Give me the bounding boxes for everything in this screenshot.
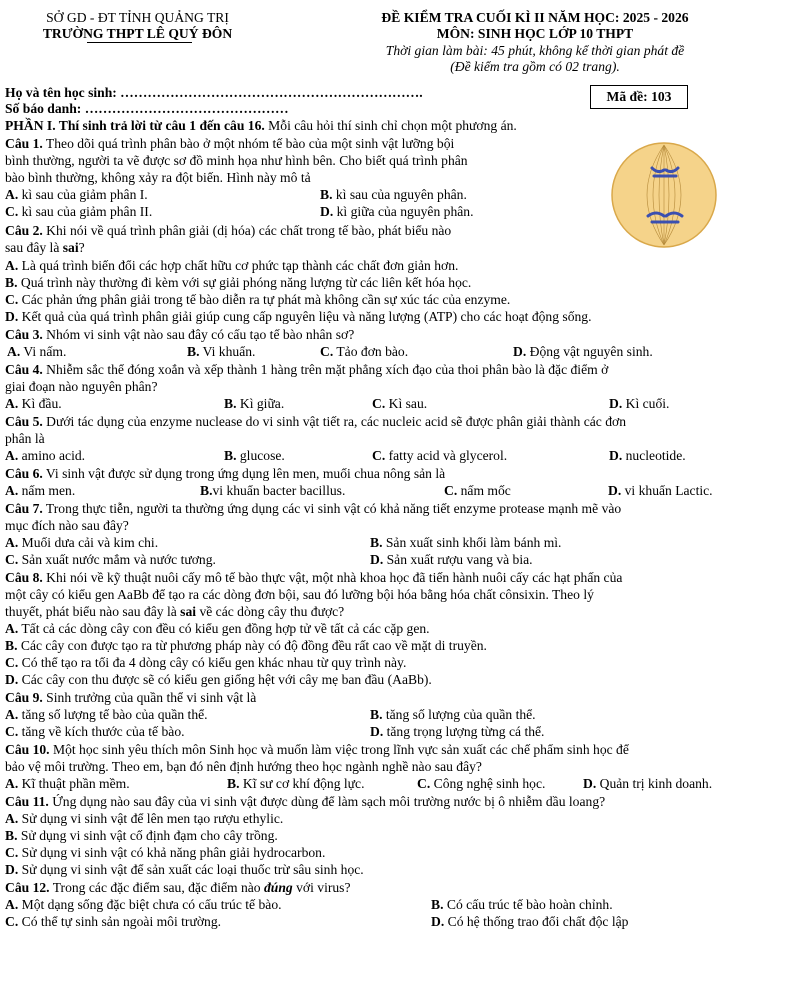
text-span: Các cây con được tạo ra từ phương pháp này có độ đồng đều rất cao về mặt di truyền.	[20, 638, 487, 653]
text-span: Các cây con thu được sẽ có kiểu gen giống hệt với cây mẹ ban đầu (AaBb).	[21, 672, 432, 687]
q5-option-d[interactable]	[609, 448, 686, 464]
q2-option-d[interactable]	[5, 309, 592, 325]
q7-option-d[interactable]	[370, 552, 533, 568]
option-letter: B.	[5, 828, 18, 843]
q9-option-b[interactable]	[370, 707, 536, 723]
q1-option-c[interactable]	[5, 204, 152, 220]
text-span: Câu 10.	[5, 742, 50, 757]
q6-line1	[5, 466, 445, 482]
q7-option-a[interactable]	[5, 535, 158, 551]
text-span: Khi nói về quá trình phân giải (dị hóa) các chất trong tế bào, phát biểu nào	[42, 223, 452, 238]
q3-option-b[interactable]	[187, 344, 255, 360]
text-span: sai	[62, 240, 79, 255]
text-span: Có cấu trúc tế bào hoàn chỉnh.	[446, 897, 613, 912]
option-letter: D.	[431, 914, 445, 929]
text-span: tăng số lượng tế bào của quần thể.	[21, 707, 208, 722]
text-span: tăng trọng lượng từng cá thể.	[386, 724, 545, 739]
q9-option-d[interactable]	[370, 724, 544, 740]
q4-option-c[interactable]	[372, 396, 427, 412]
q11-option-a[interactable]	[5, 811, 283, 827]
text-span: Sử dụng vi sinh vật cố định đạm cho cây trồng.	[20, 828, 278, 843]
option-letter: A.	[5, 483, 19, 498]
q6-option-b[interactable]	[200, 483, 345, 499]
q3-option-a[interactable]	[7, 344, 66, 360]
cell-division-figure	[610, 140, 718, 250]
option-letter: C.	[320, 344, 334, 359]
text-span: Vi nấm.	[23, 344, 67, 359]
q4-line1	[5, 362, 608, 378]
q1-num: Câu 1.	[5, 136, 43, 151]
text-span: Muối dưa cải và kim chi.	[21, 535, 159, 550]
option-letter: A.	[5, 811, 19, 826]
text-span: Câu 7.	[5, 501, 43, 516]
q12-option-c[interactable]	[5, 914, 221, 930]
option-letter: D.	[5, 672, 19, 687]
q11-option-c[interactable]	[5, 845, 325, 861]
option-letter: A.	[5, 448, 19, 463]
text-span: glucose.	[239, 448, 285, 463]
q11-line1	[5, 794, 605, 810]
q12-line1	[5, 880, 351, 896]
q3-line1	[5, 327, 354, 343]
text-span: Kết quả của quá trình phân giải giúp cung cấp nguyên liệu và năng lượng (ATP) cho các hoạt động sống.	[21, 309, 592, 324]
exam-title: ĐỀ KIỂM TRA CUỐI KÌ II NĂM HỌC: 2025 - 2026	[381, 10, 689, 25]
option-letter: B.	[224, 396, 237, 411]
option-letter: D.	[513, 344, 527, 359]
option-letter: B.	[320, 187, 333, 202]
option-letter: B.	[224, 448, 237, 463]
option-letter: D.	[609, 448, 623, 463]
q12-option-a[interactable]	[5, 897, 282, 913]
exam-code: Mã đề: 103	[590, 85, 688, 109]
q10-option-a[interactable]	[5, 776, 130, 792]
text-span: Câu 12.	[5, 880, 50, 895]
text-span: Câu 2.	[5, 223, 43, 238]
option-letter: B.	[187, 344, 200, 359]
q5-line1	[5, 414, 626, 430]
text-span: với virus?	[292, 880, 351, 895]
q6-option-a[interactable]	[5, 483, 75, 499]
text-span: amino acid.	[21, 448, 86, 463]
text-span: thuyết, phát biểu nào sau đây là	[5, 604, 181, 619]
text-span: Tảo đơn bào.	[336, 344, 409, 359]
q3-option-d[interactable]	[513, 344, 653, 360]
q10-option-d[interactable]	[583, 776, 712, 792]
text-span: Kì sau.	[388, 396, 428, 411]
text-span: Câu 5.	[5, 414, 43, 429]
option-letter: A.	[5, 897, 19, 912]
option-letter: A.	[5, 535, 19, 550]
text-span: Là quá trình biến đổi các hợp chất hữu cơ phức tạp thành các chất đơn giản hơn.	[21, 258, 459, 273]
text-span: Trong thực tiễn, người ta thường ứng dụng các vi sinh vật có khả năng tiết enzyme protease mạnh mẽ vào	[42, 501, 622, 516]
text-span: Kì giữa.	[239, 396, 285, 411]
text-span: sau đây là	[5, 240, 63, 255]
text-span: Sinh trưởng của quần thể vi sinh vật là	[42, 690, 257, 705]
text-span: tăng về kích thước của tế bào.	[21, 724, 185, 739]
q11-option-d[interactable]	[5, 862, 364, 878]
q1-line3: bào bình thường, không xảy ra đột biến. Hình này mô tả	[5, 170, 311, 185]
option-letter: D.	[583, 776, 597, 791]
text-span: Câu 11.	[5, 794, 49, 809]
text-span: kì sau của giảm phân II.	[21, 204, 153, 219]
q6-option-c[interactable]	[444, 483, 511, 499]
option-letter: B.	[227, 776, 240, 791]
q3-option-c[interactable]	[320, 344, 408, 360]
option-letter: A.	[5, 187, 19, 202]
q4-line2: giai đoạn nào nguyên phân?	[5, 379, 158, 394]
text-span: kì sau của giảm phân I.	[21, 187, 148, 202]
q7-line2: mục đích nào sau đây?	[5, 518, 129, 533]
text-span: Động vật nguyên sinh.	[529, 344, 653, 359]
q5-line2: phân là	[5, 431, 45, 446]
q7-line1	[5, 501, 621, 517]
option-letter: C.	[444, 483, 458, 498]
text-span: Câu 6.	[5, 466, 43, 481]
q8-option-b[interactable]	[5, 638, 487, 654]
exam-subject: MÔN: SINH HỌC LỚP 10 THPT	[436, 26, 634, 41]
text-span: Quá trình này thường đi kèm với sự giải phóng năng lượng từ các liên kết hóa học.	[20, 275, 472, 290]
part1-heading	[5, 118, 517, 134]
q9-option-c[interactable]	[5, 724, 185, 740]
text-span: kì sau của nguyên phân.	[335, 187, 467, 202]
option-letter: C.	[5, 655, 19, 670]
student-id-field[interactable]: Số báo danh: ………………………………………	[5, 101, 289, 116]
option-letter: B.	[5, 638, 18, 653]
option-letter: A.	[5, 776, 19, 791]
q1-option-d[interactable]	[320, 204, 473, 220]
option-letter: C.	[5, 914, 19, 929]
text-span: kì giữa của nguyên phân.	[336, 204, 474, 219]
text-span: sai	[180, 604, 197, 619]
q8-option-d[interactable]	[5, 672, 432, 688]
student-name-field[interactable]: Họ và tên học sinh: ………………………………………………………….	[5, 85, 423, 100]
q6-option-d[interactable]	[608, 483, 713, 499]
q4-option-b[interactable]	[224, 396, 284, 412]
q2-option-a[interactable]	[5, 258, 458, 274]
text-span: Có thể tạo ra tối đa 4 dòng cây có kiểu gen khác nhau từ quy trình này.	[21, 655, 407, 670]
text-span: Sử dụng vi sinh vật có khả năng phân giải hydrocarbon.	[21, 845, 326, 860]
q1-option-b[interactable]	[320, 187, 467, 203]
text-span: Kĩ thuật phần mềm.	[21, 776, 130, 791]
option-letter: D.	[609, 396, 623, 411]
q1-option-a[interactable]	[5, 187, 148, 203]
option-letter: D.	[5, 309, 19, 324]
text-span: đúng	[264, 880, 293, 895]
option-letter: C.	[372, 396, 386, 411]
text-span: Nhiễm sắc thể đóng xoắn và xếp thành 1 hàng trên mặt phẳng xích đạo của thoi phân bào là đặc điểm ở	[42, 362, 609, 377]
text-span: nấm mốc	[460, 483, 511, 498]
option-letter: A.	[5, 621, 19, 636]
text-span: về các dòng cây thu được?	[196, 604, 345, 619]
text-span: Nhóm vi sinh vật nào sau đây có cấu tạo tế bào nhân sơ?	[42, 327, 355, 342]
q4-option-d[interactable]	[609, 396, 669, 412]
pages-note: (Đề kiểm tra gồm có 02 trang).	[450, 59, 620, 74]
text-span: Sản xuất rượu vang và bia.	[386, 552, 533, 567]
option-letter: B.	[200, 483, 213, 498]
option-letter: A.	[5, 707, 19, 722]
text-span: Kĩ sư cơ khí động lực.	[242, 776, 365, 791]
q12-option-b[interactable]	[431, 897, 613, 913]
q9-line1	[5, 690, 256, 706]
text-span: Các phản ứng phân giải trong tế bào diễn ra tự phát mà không cần sự xúc tác của enzyme.	[21, 292, 511, 307]
dept-name: SỞ GD - ĐT TỈNH QUẢNG TRỊ	[46, 10, 229, 25]
q7-option-b[interactable]	[370, 535, 561, 551]
text-span: Vi sinh vật được sử dụng trong ứng dụng lên men, muối chua nông sản là	[42, 466, 446, 481]
q11-option-b[interactable]	[5, 828, 278, 844]
option-letter: A.	[5, 396, 19, 411]
part1-title: PHẦN I. Thí sinh trả lời từ câu 1 đến câu 16.	[5, 118, 265, 133]
option-letter: C.	[5, 552, 19, 567]
option-letter: D.	[320, 204, 334, 219]
text-span: nucleotide.	[625, 448, 686, 463]
text-span: tăng số lượng của quần thể.	[385, 707, 536, 722]
q12-option-d[interactable]	[431, 914, 628, 930]
header-rule	[87, 42, 192, 43]
text-span: Câu 9.	[5, 690, 43, 705]
q2-option-c[interactable]	[5, 292, 510, 308]
school-name: TRƯỜNG THPT LÊ QUÝ ĐÔN	[42, 26, 233, 41]
q2-line2	[5, 240, 85, 256]
q8-line3	[5, 604, 344, 620]
option-letter: C.	[5, 845, 19, 860]
text-span: Sử dụng vi sinh vật để lên men tạo rượu ethylic.	[21, 811, 284, 826]
option-letter: D.	[608, 483, 622, 498]
text-span: ?	[78, 240, 85, 255]
text-span: Ứng dụng nào sau đây của vi sinh vật được dùng để làm sạch môi trường nước bị ô nhiễm dầu loang?	[48, 794, 606, 809]
option-letter: C.	[5, 204, 19, 219]
option-letter: C.	[5, 724, 19, 739]
q2-option-b[interactable]	[5, 275, 471, 291]
q1-line2: bình thường, người ta vẽ được sơ đồ minh họa như hình bên. Cho biết quá trình phân	[5, 153, 468, 168]
q1-text1: Theo dõi quá trình phân bào ở một nhóm tế bào của một sinh vật lưỡng bội	[42, 136, 455, 151]
option-letter: A.	[7, 344, 21, 359]
part1-note: Mỗi câu hỏi thí sinh chỉ chọn một phương án.	[264, 118, 517, 133]
text-span: Kì đầu.	[21, 396, 62, 411]
option-letter: C.	[5, 292, 19, 307]
text-span: vi khuẩn Lactic.	[624, 483, 713, 498]
q10-option-b[interactable]	[227, 776, 364, 792]
q10-option-c[interactable]	[417, 776, 545, 792]
text-span: Công nghệ sinh học.	[433, 776, 546, 791]
q5-option-b[interactable]	[224, 448, 285, 464]
text-span: Vi khuẩn.	[202, 344, 256, 359]
option-letter: D.	[370, 552, 384, 567]
option-letter: C.	[417, 776, 431, 791]
option-letter: B.	[431, 897, 444, 912]
q5-option-c[interactable]	[372, 448, 507, 464]
q10-line2: bảo vệ môi trường. Theo em, bạn đó nên định hướng theo học ngành nghề nào sau đây?	[5, 759, 482, 774]
option-letter: A.	[5, 258, 19, 273]
text-span: Sản xuất nước mắm và nước tương.	[21, 552, 216, 567]
q2-line1	[5, 223, 451, 239]
text-span: Câu 3.	[5, 327, 43, 342]
q1-line1	[5, 136, 454, 152]
time-note: Thời gian làm bài: 45 phút, không kể thời gian phát đề	[385, 43, 685, 58]
q5-option-a[interactable]	[5, 448, 85, 464]
text-span: Một dạng sống đặc biệt chưa có cấu trúc tế bào.	[21, 897, 282, 912]
text-span: Có thể tự sinh sản ngoài môi trường.	[21, 914, 222, 929]
q10-line1	[5, 742, 629, 758]
q8-line1	[5, 570, 622, 586]
q8-option-a[interactable]	[5, 621, 430, 637]
q7-option-c[interactable]	[5, 552, 216, 568]
option-letter: B.	[370, 707, 383, 722]
q9-option-a[interactable]	[5, 707, 208, 723]
text-span: Dưới tác dụng của enzyme nuclease do vi sinh vật tiết ra, các nucleic acid sẽ được phân giải thành các đơn	[42, 414, 627, 429]
text-span: Câu 4.	[5, 362, 43, 377]
option-letter: D.	[5, 862, 19, 877]
option-letter: B.	[370, 535, 383, 550]
text-span: Sản xuất sinh khối làm bánh mì.	[385, 535, 562, 550]
text-span: vi khuẩn bacter bacillus.	[212, 483, 346, 498]
text-span: Khi nói về kỹ thuật nuôi cấy mô tế bào thực vật, một nhà khoa học đã tiến hành nuôi cấy các hạt phấn của	[42, 570, 623, 585]
text-span: Một học sinh yêu thích môn Sinh học và muốn làm việc trong lĩnh vực sản xuất các chế phẩm sinh học để	[49, 742, 629, 757]
text-span: Sử dụng vi sinh vật để sản xuất các loại thuốc trừ sâu sinh học.	[21, 862, 364, 877]
q8-option-c[interactable]	[5, 655, 406, 671]
text-span: Tất cả các dòng cây con đều có kiểu gen đồng hợp tử về tất cả các cặp gen.	[21, 621, 430, 636]
text-span: Trong các đặc điểm sau, đặc điểm nào	[49, 880, 264, 895]
text-span: Quản trị kinh doanh.	[599, 776, 713, 791]
text-span: Có hệ thống trao đổi chất độc lập	[447, 914, 629, 929]
option-letter: B.	[5, 275, 18, 290]
option-letter: D.	[370, 724, 384, 739]
text-span: Câu 8.	[5, 570, 43, 585]
q4-option-a[interactable]	[5, 396, 62, 412]
q8-line2: một cây có kiểu gen AaBb để tạo ra các dòng đơn bội, sau đó lưỡng bội hóa bằng hóa chất cônsixin. Theo lý	[5, 587, 594, 602]
text-span: Kì cuối.	[625, 396, 670, 411]
text-span: fatty acid và glycerol.	[388, 448, 508, 463]
text-span: nấm men.	[21, 483, 76, 498]
option-letter: C.	[372, 448, 386, 463]
